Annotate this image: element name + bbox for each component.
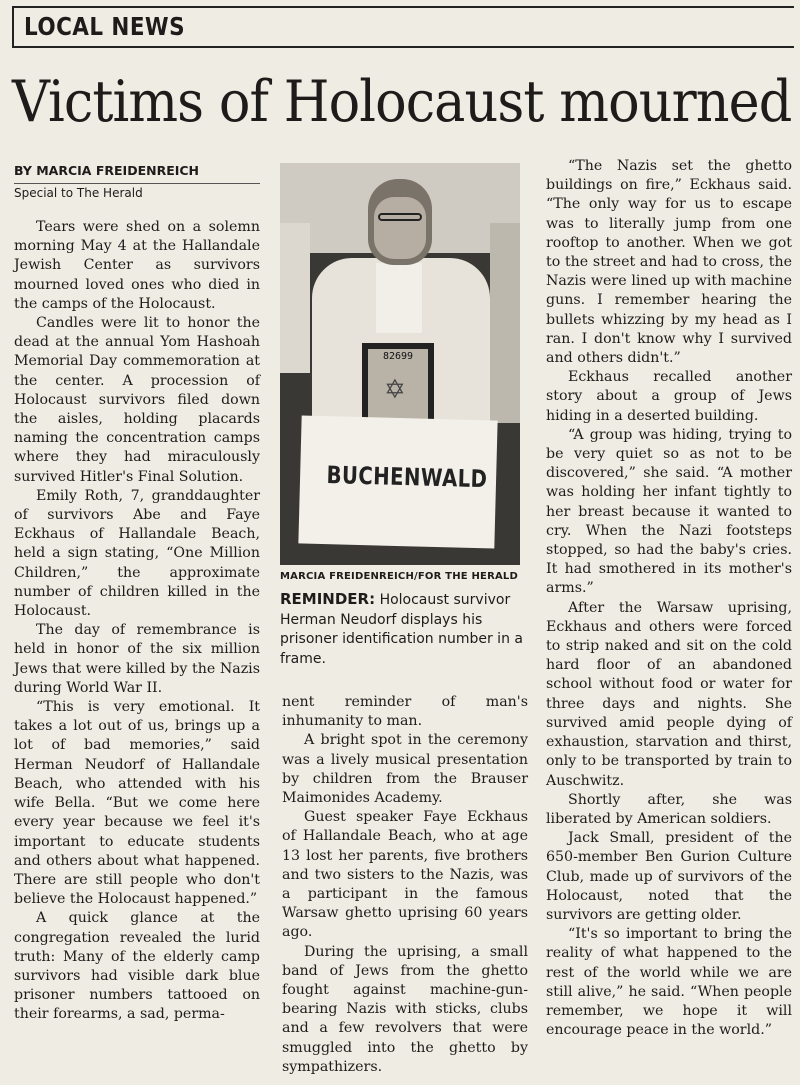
paragraph: After the Warsaw uprising, Eckhaus and others were forced to strip naked and sit on the cold hard floor of an abandoned school without food or water for three days and nights. She survived amid people dying of exhaustion, starvation and thirst, only to be transported by train to Auschwitz. [546, 599, 792, 789]
placard-text: BUCHENWALD [326, 461, 488, 494]
paragraph: Shortly after, she was liberated by American soldiers. [546, 791, 792, 827]
article-column-1 [14, 218, 260, 1025]
article-column-3 [546, 157, 792, 1040]
paragraph: A quick glance at the congregation revealed the lurid truth: Many of the elderly camp survivors had visible dark blue prisoner numbers tattooed on their forearms, a sad, perma- [14, 910, 260, 1023]
headline: Victims of Holocaust mourned [12, 69, 792, 135]
article-column-2 [282, 693, 528, 1077]
paragraph: Tears were shed on a solemn morning May 4 at the Hallandale Jewish Center as survivors mourned loved ones who died in the camps of the Holocaust. [14, 219, 260, 312]
photo-caption [280, 590, 525, 669]
byline-org: Special to The Herald [14, 186, 143, 200]
section-header [12, 6, 794, 48]
paragraph: A bright spot in the ceremony was a lively musical presentation by children from the Brauser Maimonides Academy. [282, 732, 528, 807]
paragraph: “A group was hiding, trying to be very quiet so as not to be discovered,” she said. “A mother was holding her infant tightly to her breast because it wanted to cry. When the Nazi footsteps stopped, so had the baby's cries. It had smothered in its mother's arms.” [546, 426, 792, 597]
prisoner-number: 82699 [382, 351, 414, 362]
paragraph: “The Nazis set the ghetto buildings on fire,” Eckhaus said. “The only way for us to escape was to literally jump from one rooftop to another. When we got to the street and had to cross, the Nazis were lined up with machine guns. I remember hearing the bullets whizzing by my head as I ran. I don't know why I survived and others didn't.” [546, 158, 792, 367]
star-of-david-icon: ✡ [384, 375, 406, 405]
paragraph: During the uprising, a small band of Jews from the ghetto fought against machine-gun-bearing Nazis with sticks, clubs and a few revolvers that were smuggled into the ghetto by sympathizers. [282, 943, 528, 1075]
survivor-face [374, 197, 426, 259]
byline [14, 162, 199, 180]
paragraph: nent reminder of man's inhumanity to man. [282, 694, 528, 730]
paragraph: Guest speaker Faye Eckhaus of Hallandale Beach, who at age 13 lost her parents, five brothers and two sisters to the Nazis, was a participant in the famous Warsaw ghetto uprising 60 years ago. [282, 809, 528, 941]
paragraph: Eckhaus recalled another story about a group of Jews hiding in a deserted building. [546, 369, 792, 424]
paragraph: Jack Small, president of the 650-member Ben Gurion Culture Club, made up of survivors of the Holocaust, noted that the survivors are getting older. [546, 830, 792, 923]
section-label: LOCAL NEWS [24, 12, 185, 41]
paragraph: Candles were lit to honor the dead at the annual Yom Hashoah Memorial Day commemoration at the center. A procession of Holocaust survivors filed down the aisles, holding placards naming the concentration camps where they had miraculously survived Hitler's Final Solution. [14, 315, 260, 485]
photo-credit: MARCIA FREIDENREICH/FOR THE HERALD [280, 571, 518, 582]
survivor-shirt [376, 263, 422, 333]
paragraph: “This is very emotional. It takes a lot out of us, brings up a lot of bad memories,” said Herman Neudorf of Hallandale Beach, who attended with his wife Bella. “But we come here every year because we feel it's important to educate students and others about what happened. There are still people who don't believe the Holocaust happened.” [14, 699, 260, 908]
glasses [378, 213, 422, 221]
paragraph: Emily Roth, 7, granddaughter of survivors Abe and Faye Eckhaus of Hallandale Beach, held a sign stating, “One Million Children,” the approximate number of children killed in the Holocaust. [14, 487, 260, 620]
photo-background [490, 223, 520, 423]
byline-name: BY MARCIA FREIDENREICH [14, 163, 200, 178]
paragraph: “It's so important to bring the reality of what happened to the rest of the world while we are still alive,” he said. “When people remember, we hope it will encourage peace in the world.” [546, 926, 792, 1039]
paragraph: The day of remembrance is held in honor of the six million Jews that were killed by the Nazis during World War II. [14, 622, 260, 696]
photo-background [280, 223, 310, 373]
caption-text: Holocaust survivor Herman Neudorf displays his prisoner identification number in a frame. [280, 592, 523, 667]
news-photo [280, 163, 520, 565]
byline-divider [14, 183, 260, 184]
caption-head: REMINDER: [280, 590, 376, 608]
